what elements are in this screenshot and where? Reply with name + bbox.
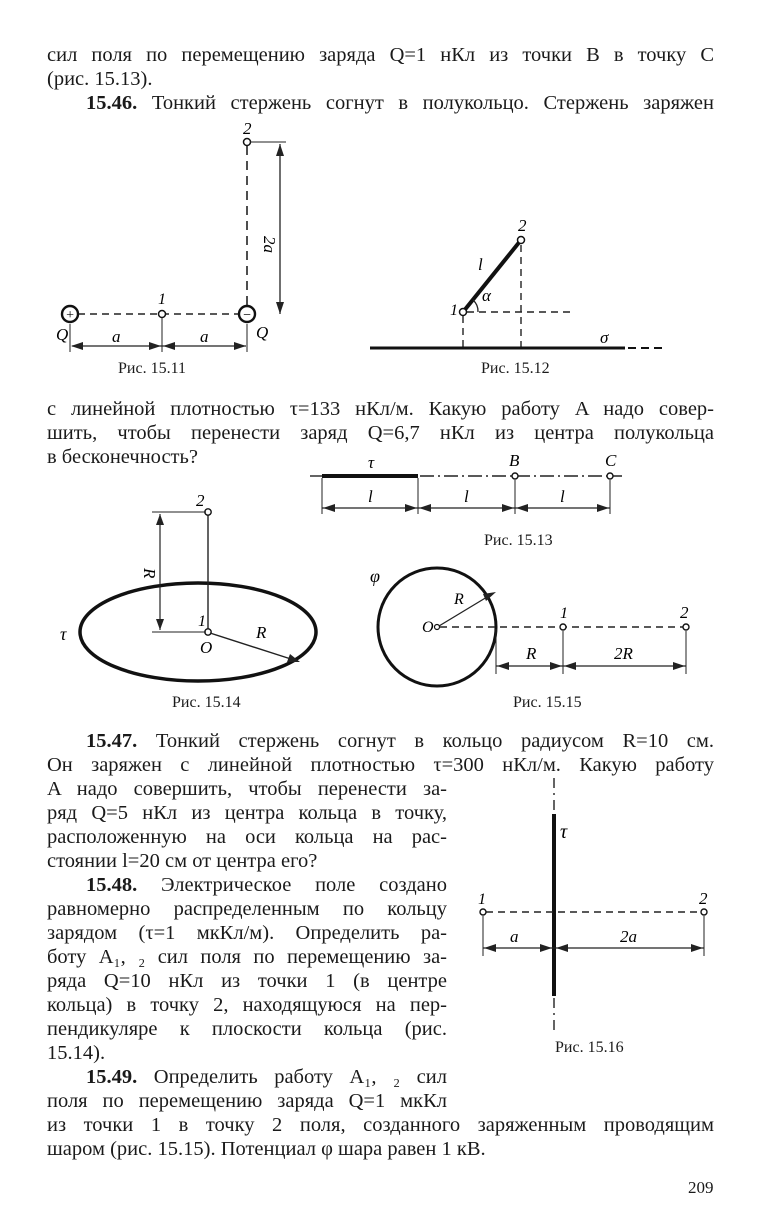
arrowhead xyxy=(497,662,509,670)
label-q-right: Q xyxy=(256,323,269,342)
label-tau: τ xyxy=(60,624,67,644)
text-line-1: сил поля по перемещению заряда Q=1 нКл из точки B в точку C xyxy=(47,44,714,66)
text-line-23: из точки 1 в точку 2 поля, созданного заряженным проводящим xyxy=(47,1114,714,1136)
arrowhead xyxy=(276,144,284,156)
problem-number: 15.48. xyxy=(86,874,138,896)
problem-text: Тонкий стержень согнут в полукольцо. Стержень заряжен xyxy=(137,92,714,114)
problem-number: 15.46. xyxy=(86,92,138,114)
arrowhead xyxy=(234,342,246,350)
text-line-20: 15.14). xyxy=(47,1042,106,1064)
figure-15-16 xyxy=(470,778,720,1033)
figure-15-12 xyxy=(370,215,670,360)
label-a-left: a xyxy=(112,327,121,346)
arrowhead xyxy=(405,504,417,512)
text-line-2: (рис. 15.13). xyxy=(47,68,153,90)
arrowhead xyxy=(550,662,562,670)
label-point-2: 2 xyxy=(243,119,252,138)
caption-15-11: Рис. 15.11 xyxy=(118,360,186,377)
radius-R xyxy=(439,594,492,626)
text-line-5: шить, чтобы перенести заряд Q=6,7 нКл из центра полукольца xyxy=(47,422,714,444)
label-point-2: 2 xyxy=(699,889,708,908)
label-point-1: 1 xyxy=(198,613,206,630)
figure-15-15 xyxy=(370,568,700,693)
center-O xyxy=(435,625,440,630)
point-C xyxy=(607,473,613,479)
point-2 xyxy=(244,139,251,146)
label-sigma: σ xyxy=(600,328,609,347)
arrowhead xyxy=(564,662,576,670)
label-point-1: 1 xyxy=(158,291,166,308)
arrowhead xyxy=(149,342,161,350)
caption-15-14: Рис. 15.14 xyxy=(172,694,241,711)
point-2 xyxy=(683,624,689,630)
label-point-1: 1 xyxy=(478,891,486,908)
label-a: a xyxy=(510,927,519,946)
text-line-18: кольца) в точку 2, находящуюся на пер- xyxy=(47,994,447,1016)
radius-R xyxy=(210,633,294,660)
figure-15-14 xyxy=(60,488,360,693)
problem-number: 15.47. xyxy=(86,730,138,752)
plus-sign: + xyxy=(65,308,75,323)
label-R-vertical: R xyxy=(140,568,159,579)
problem-text: Тонкий стержень согнут в кольцо радиусом R=10 см. xyxy=(137,730,714,752)
text-line-12: стоянии l=20 см от центра его? xyxy=(47,850,318,872)
label-point-2: 2 xyxy=(680,603,689,622)
problem-number: 15.49. xyxy=(86,1066,138,1088)
text-line-19: пендикуляре к плоскости кольца (рис. xyxy=(47,1018,447,1040)
problem-15-47-heading xyxy=(86,728,714,754)
text-line-15: зарядом (τ=1 мкКл/м). Определить ра- xyxy=(47,922,447,944)
text-line-8: Он заряжен с линейной плотностью τ=300 нКл/м. Какую работу xyxy=(47,754,714,776)
arrowhead xyxy=(540,944,552,952)
minus-sign: − xyxy=(242,308,252,323)
text-line-16: боту A₁, ₂ сил поля по перемещению за- xyxy=(47,946,447,968)
point-1 xyxy=(560,624,566,630)
label-tau: τ xyxy=(560,821,568,843)
label-q-left: Q xyxy=(56,325,69,344)
label-l-1: l xyxy=(368,487,373,506)
label-a-right: a xyxy=(200,327,209,346)
arrowhead xyxy=(597,504,609,512)
label-tau: τ xyxy=(368,453,375,472)
arrowhead xyxy=(156,514,164,525)
label-O: O xyxy=(200,638,213,657)
label-l-2: l xyxy=(464,487,469,506)
arrowhead xyxy=(516,504,528,512)
arrowhead xyxy=(156,619,164,630)
label-alpha: α xyxy=(482,286,491,305)
point-1 xyxy=(460,309,467,316)
arrowhead xyxy=(276,302,284,314)
arrowhead xyxy=(556,944,568,952)
label-l-3: l xyxy=(560,487,565,506)
text-line-22: поля по перемещению заряда Q=1 мкКл xyxy=(47,1090,447,1112)
problem-15-49-heading xyxy=(86,1064,447,1090)
text-line-24: шаром (рис. 15.15). Потенциал φ шара равен 1 кВ. xyxy=(47,1138,486,1160)
caption-15-12: Рис. 15.12 xyxy=(481,360,550,377)
label-point-1: 1 xyxy=(560,605,568,622)
caption-15-16: Рис. 15.16 xyxy=(555,1039,624,1056)
problem-15-46-heading xyxy=(86,90,714,116)
label-O: O xyxy=(422,619,434,636)
label-l: l xyxy=(478,255,483,274)
caption-15-15: Рис. 15.15 xyxy=(513,694,582,711)
label-R-dim: R xyxy=(526,644,537,663)
text-line-11: расположенную на оси кольца на рас- xyxy=(47,826,447,848)
arrowhead xyxy=(502,504,514,512)
text-line-4: с линейной плотностью τ=133 нКл/м. Какую работу A надо совер- xyxy=(47,398,714,420)
point-1 xyxy=(159,311,166,318)
problem-15-48-heading xyxy=(86,872,447,898)
text-line-6: в бесконечность? xyxy=(47,446,198,468)
text-line-9: A надо совершить, чтобы перенести за- xyxy=(47,778,447,800)
caption-15-13: Рис. 15.13 xyxy=(484,532,553,549)
arrowhead xyxy=(163,342,175,350)
point-B xyxy=(512,473,518,479)
label-point-2: 2 xyxy=(196,491,205,510)
label-2R: 2R xyxy=(614,644,633,663)
label-point-1: 1 xyxy=(450,302,458,319)
arrowhead xyxy=(673,662,685,670)
arrowhead xyxy=(691,944,703,952)
label-B: B xyxy=(509,451,520,470)
label-R: R xyxy=(256,623,267,642)
label-R-in: R xyxy=(454,591,464,608)
arrowhead xyxy=(484,944,496,952)
text-line-17: ряда Q=10 нКл из точки 1 (в центре xyxy=(47,970,447,992)
label-C: C xyxy=(605,451,617,470)
rod-l xyxy=(463,240,521,312)
problem-text: Определить работу A₁, ₂ сил xyxy=(137,1066,447,1088)
label-2a: 2a xyxy=(260,236,279,253)
text-line-10: ряд Q=5 нКл из центра кольца в точку, xyxy=(47,802,447,824)
figure-15-11 xyxy=(50,118,320,358)
arrowhead xyxy=(419,504,431,512)
point-2 xyxy=(518,237,525,244)
arrowhead xyxy=(71,342,83,350)
page-number: 209 xyxy=(688,1178,714,1197)
problem-text: Электрическое поле создано xyxy=(137,874,447,896)
label-point-2: 2 xyxy=(518,216,527,235)
label-2a: 2a xyxy=(620,927,637,946)
text-line-14: равномерно распределенным по кольцу xyxy=(47,898,447,920)
point-2 xyxy=(701,909,707,915)
label-phi: φ xyxy=(370,566,380,586)
point-1 xyxy=(480,909,486,915)
